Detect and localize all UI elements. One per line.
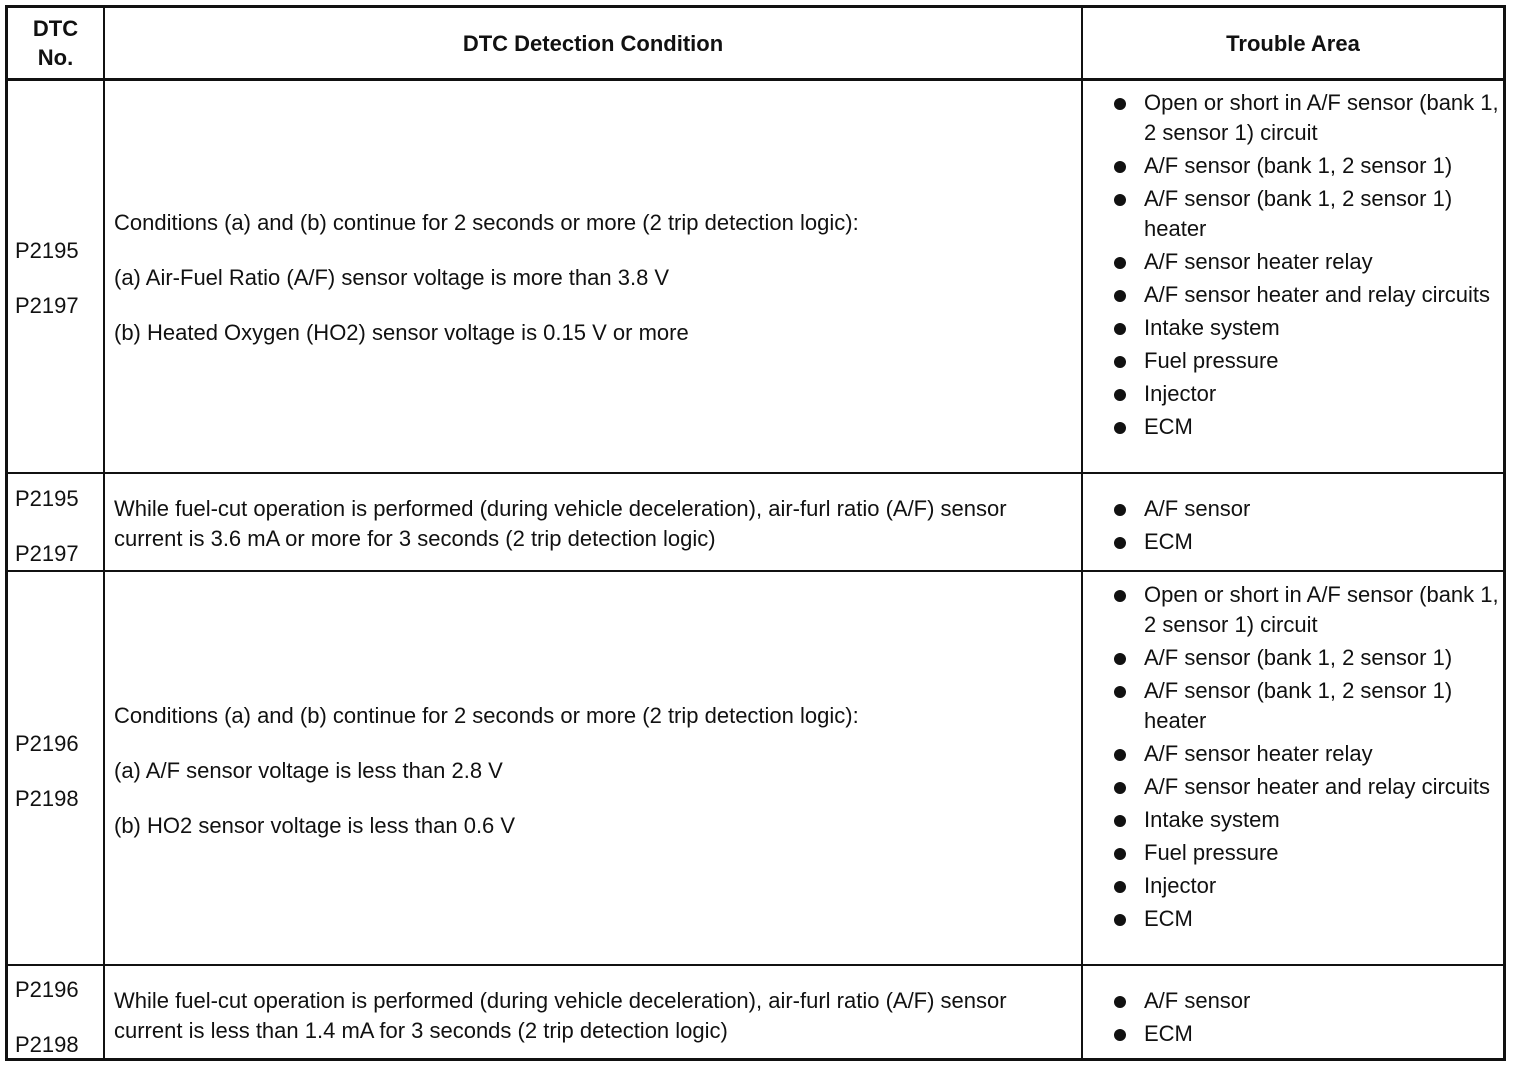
header-trouble-area: Trouble Area xyxy=(1226,30,1360,56)
row-divider xyxy=(8,964,1503,966)
condition-line: (b) HO2 sensor voltage is less than 0.6 V xyxy=(114,813,516,838)
list-item: A/F sensor heater relay xyxy=(1112,739,1508,769)
condition-line: (a) Air-Fuel Ratio (A/F) sensor voltage is more than 3.8 V xyxy=(114,265,670,290)
dtc-code: P2198 xyxy=(15,1032,79,1057)
condition-line: While fuel-cut operation is performed (during vehicle deceleration), air-furl ratio (A/F) sensor current is less than 1.4 mA for 3 seconds (2 trip detection logic) xyxy=(114,988,1007,1043)
list-item: A/F sensor heater and relay circuits xyxy=(1112,280,1508,310)
detection-condition xyxy=(114,701,1063,841)
bullet-icon xyxy=(1112,527,1144,557)
list-item: A/F sensor (bank 1, 2 sensor 1) xyxy=(1112,643,1508,673)
condition-line: (a) A/F sensor voltage is less than 2.8 V xyxy=(114,758,503,783)
list-item: A/F sensor heater relay xyxy=(1112,247,1508,277)
trouble-area-list xyxy=(1112,494,1508,557)
bullet-icon xyxy=(1112,838,1144,868)
bullet-icon xyxy=(1112,379,1144,409)
header-detection-condition: DTC Detection Condition xyxy=(462,30,724,56)
condition-line: (b) Heated Oxygen (HO2) sensor voltage is 0.15 V or more xyxy=(114,320,689,345)
dtc-code: P2197 xyxy=(15,293,79,318)
dtc-code: P2195 xyxy=(15,238,79,263)
list-item: ECM xyxy=(1112,527,1508,557)
bullet-icon xyxy=(1112,772,1144,802)
bullet-icon xyxy=(1112,643,1144,673)
list-item: A/F sensor (bank 1, 2 sensor 1) xyxy=(1112,151,1508,181)
bullet-icon xyxy=(1112,739,1144,769)
list-item: A/F sensor xyxy=(1112,494,1508,524)
trouble-area-list xyxy=(1112,986,1508,1049)
condition-line: Conditions (a) and (b) continue for 2 seconds or more (2 trip detection logic): xyxy=(114,703,859,728)
bullet-icon xyxy=(1112,871,1144,901)
dtc-code: P2196 xyxy=(15,731,79,756)
list-item: A/F sensor heater and relay circuits xyxy=(1112,772,1508,802)
list-item: A/F sensor (bank 1, 2 sensor 1) heater xyxy=(1112,184,1508,244)
bullet-icon xyxy=(1112,247,1144,277)
list-item: Injector xyxy=(1112,871,1508,901)
bullet-icon xyxy=(1112,676,1144,736)
dtc-code: P2197 xyxy=(15,541,79,566)
dtc-code: P2196 xyxy=(15,977,79,1002)
list-item: Fuel pressure xyxy=(1112,346,1508,376)
bullet-icon xyxy=(1112,805,1144,835)
bullet-icon xyxy=(1112,151,1144,181)
bullet-icon xyxy=(1112,580,1144,640)
bullet-icon xyxy=(1112,986,1144,1016)
dtc-table xyxy=(5,5,1506,1061)
list-item: Fuel pressure xyxy=(1112,838,1508,868)
bullet-icon xyxy=(1112,184,1144,244)
condition-line: Conditions (a) and (b) continue for 2 seconds or more (2 trip detection logic): xyxy=(114,210,859,235)
row-divider xyxy=(8,570,1503,572)
bullet-icon xyxy=(1112,412,1144,442)
trouble-area-list xyxy=(1112,88,1508,442)
list-item: Intake system xyxy=(1112,313,1508,343)
header-divider xyxy=(8,78,1503,81)
dtc-code: P2198 xyxy=(15,786,79,811)
list-item: ECM xyxy=(1112,1019,1508,1049)
detection-condition xyxy=(114,494,1063,554)
dtc-code: P2195 xyxy=(15,486,79,511)
row-divider xyxy=(8,472,1503,474)
list-item: Injector xyxy=(1112,379,1508,409)
bullet-icon xyxy=(1112,88,1144,148)
list-item: ECM xyxy=(1112,412,1508,442)
header-dtc-no: DTC No. xyxy=(32,16,79,70)
detection-condition xyxy=(114,208,1063,348)
list-item: ECM xyxy=(1112,904,1508,934)
bullet-icon xyxy=(1112,346,1144,376)
bullet-icon xyxy=(1112,280,1144,310)
bullet-icon xyxy=(1112,1019,1144,1049)
condition-line: While fuel-cut operation is performed (during vehicle deceleration), air-furl ratio (A/F) sensor current is 3.6 mA or more for 3 seconds (2 trip detection logic) xyxy=(114,496,1007,551)
list-item: Intake system xyxy=(1112,805,1508,835)
list-item: Open or short in A/F sensor (bank 1, 2 sensor 1) circuit xyxy=(1112,580,1508,640)
bullet-icon xyxy=(1112,904,1144,934)
bullet-icon xyxy=(1112,494,1144,524)
column-divider xyxy=(103,8,105,1058)
list-item: Open or short in A/F sensor (bank 1, 2 sensor 1) circuit xyxy=(1112,88,1508,148)
list-item: A/F sensor xyxy=(1112,986,1508,1016)
list-item: A/F sensor (bank 1, 2 sensor 1) heater xyxy=(1112,676,1508,736)
detection-condition xyxy=(114,986,1063,1046)
column-divider xyxy=(1081,8,1083,1058)
trouble-area-list xyxy=(1112,580,1508,934)
bullet-icon xyxy=(1112,313,1144,343)
